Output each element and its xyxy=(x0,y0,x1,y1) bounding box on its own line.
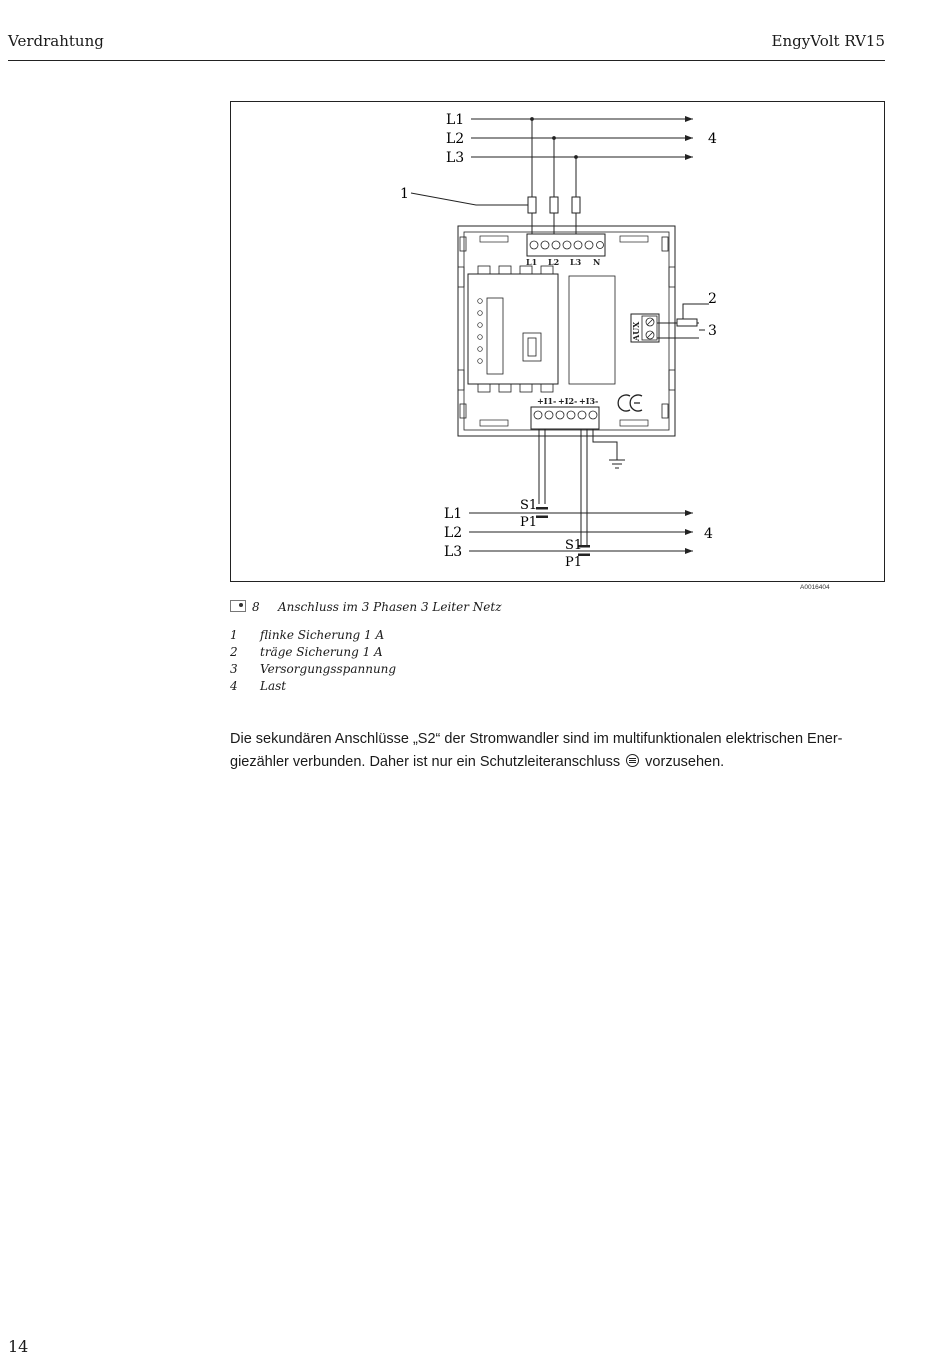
figure-caption-text: Anschluss im 3 Phasen 3 Leiter Netz xyxy=(278,600,502,614)
fuse-l2 xyxy=(550,197,558,213)
callout-2: 2 xyxy=(708,291,717,307)
body-text: Die sekundären Anschlüsse „S2“ der Stromwandler sind im multifunktionalen elektrischen Ener-giezähler verbunden. Daher ist nur ein Schutzleiteranschluss xyxy=(230,731,843,770)
callout-4-top: 4 xyxy=(708,131,717,147)
ct-label-s1-l1: S1 xyxy=(520,498,538,513)
legend-item: 2 träge Sicherung 1 A xyxy=(230,645,383,659)
label-window xyxy=(569,276,615,384)
terminal-label-l3: L3 xyxy=(570,257,582,267)
legend-item: 4 Last xyxy=(230,679,287,693)
figure-legend xyxy=(230,627,396,695)
ct-l1-s1 xyxy=(536,507,548,510)
top-label-l1: L1 xyxy=(446,112,465,128)
page-number: 14 xyxy=(8,1337,29,1356)
figure-icon xyxy=(230,600,246,612)
ct-l1-p1 xyxy=(536,516,548,519)
wiring-diagram-svg xyxy=(231,102,886,583)
legend-item: 3 Versorgungsspannung xyxy=(230,662,397,676)
figure-number: 8 xyxy=(252,600,260,614)
terminal-label-l2: L2 xyxy=(548,257,560,267)
bottom-label-l1: L1 xyxy=(444,506,463,522)
terminal-label-i1: +I1- xyxy=(537,396,557,406)
top-label-l2: L2 xyxy=(446,131,465,147)
fuse-aux xyxy=(677,319,697,326)
terminal-label-i3: +I3- xyxy=(579,396,599,406)
ct-label-p1-l1: P1 xyxy=(520,515,538,530)
fuse-l1 xyxy=(528,197,536,213)
wiring-diagram xyxy=(230,101,885,582)
body-text-end: vorzusehen. xyxy=(645,754,725,770)
terminal-label-l1: L1 xyxy=(526,257,538,267)
figure-id: A0016404 xyxy=(800,584,830,591)
aux-label: AUX xyxy=(631,321,641,341)
bottom-label-l2: L2 xyxy=(444,525,463,541)
body-paragraph xyxy=(230,728,890,774)
bottom-label-l3: L3 xyxy=(444,544,463,560)
product-name: EngyVolt RV15 xyxy=(771,32,885,50)
figure-caption xyxy=(230,600,502,614)
display-module xyxy=(468,274,558,384)
fuse-l3 xyxy=(572,197,580,213)
section-title: Verdrahtung xyxy=(8,32,104,50)
legend-item: 1 flinke Sicherung 1 A xyxy=(230,628,385,642)
terminal-label-n: N xyxy=(593,257,601,267)
ct-label-s1-l3: S1 xyxy=(565,538,583,553)
callout-3: 3 xyxy=(708,323,717,339)
top-label-l3: L3 xyxy=(446,150,465,166)
callout-4-bottom: 4 xyxy=(704,526,713,542)
page-header xyxy=(8,32,885,61)
terminal-label-i2: +I2- xyxy=(558,396,578,406)
ct-label-p1-l3: P1 xyxy=(565,555,583,570)
protective-earth-icon xyxy=(626,754,639,767)
callout-1: 1 xyxy=(400,186,409,202)
